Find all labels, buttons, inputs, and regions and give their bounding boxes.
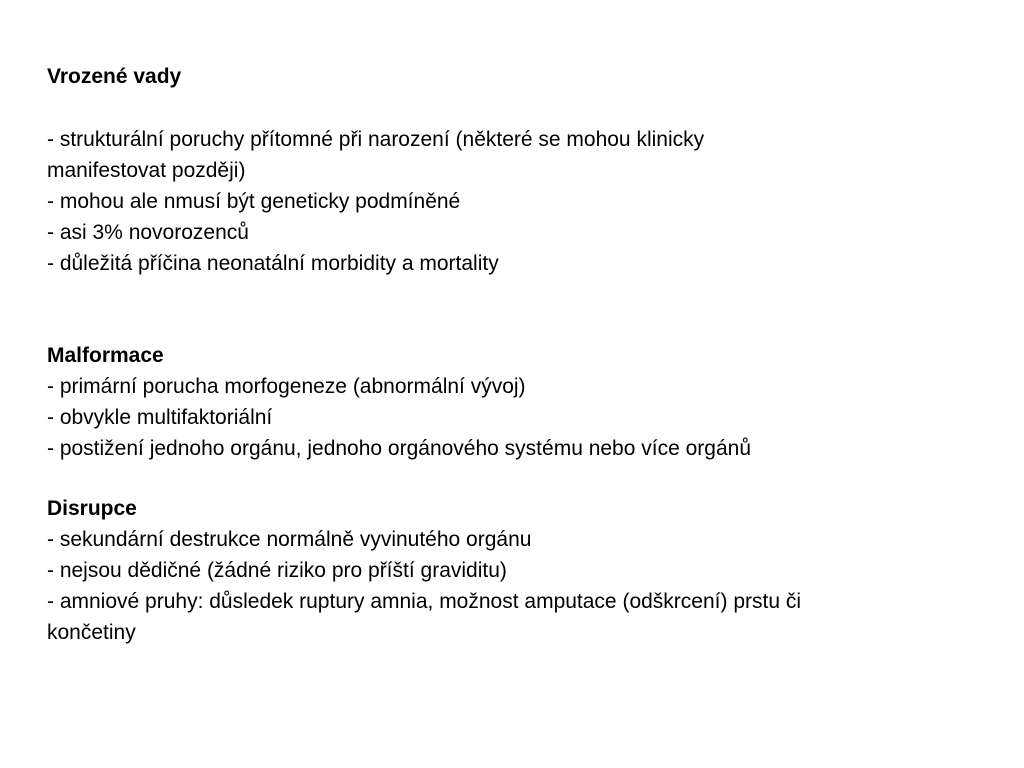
heading-disrupce: Disrupce: [47, 497, 137, 520]
text-line: - strukturální poruchy přítomné při narození (některé se mohou klinicky: [47, 128, 705, 151]
text-line: - mohou ale nmusí být geneticky podmíněné: [47, 190, 461, 213]
text-line: - amniové pruhy: důsledek ruptury amnia, možnost amputace (odškrcení) prstu či: [47, 590, 802, 613]
text-line: - postižení jednoho orgánu, jednoho orgánového systému nebo více orgánů: [47, 437, 751, 460]
text-line: - důležitá příčina neonatální morbidity a mortality: [47, 252, 499, 275]
text-line: - nejsou dědičné (žádné riziko pro příští graviditu): [47, 559, 507, 582]
text-line: - sekundární destrukce normálně vyvinutého orgánu: [47, 528, 532, 551]
text-line: končetiny: [47, 621, 136, 644]
text-line: - asi 3% novorozenců: [47, 221, 249, 244]
text-line: - obvykle multifaktoriální: [47, 406, 273, 429]
heading-vrozene-vady: Vrozené vady: [47, 65, 182, 88]
text-line: manifestovat později): [47, 159, 246, 182]
text-line: - primární porucha morfogeneze (abnormální vývoj): [47, 375, 526, 398]
heading-malformace: Malformace: [47, 344, 164, 367]
